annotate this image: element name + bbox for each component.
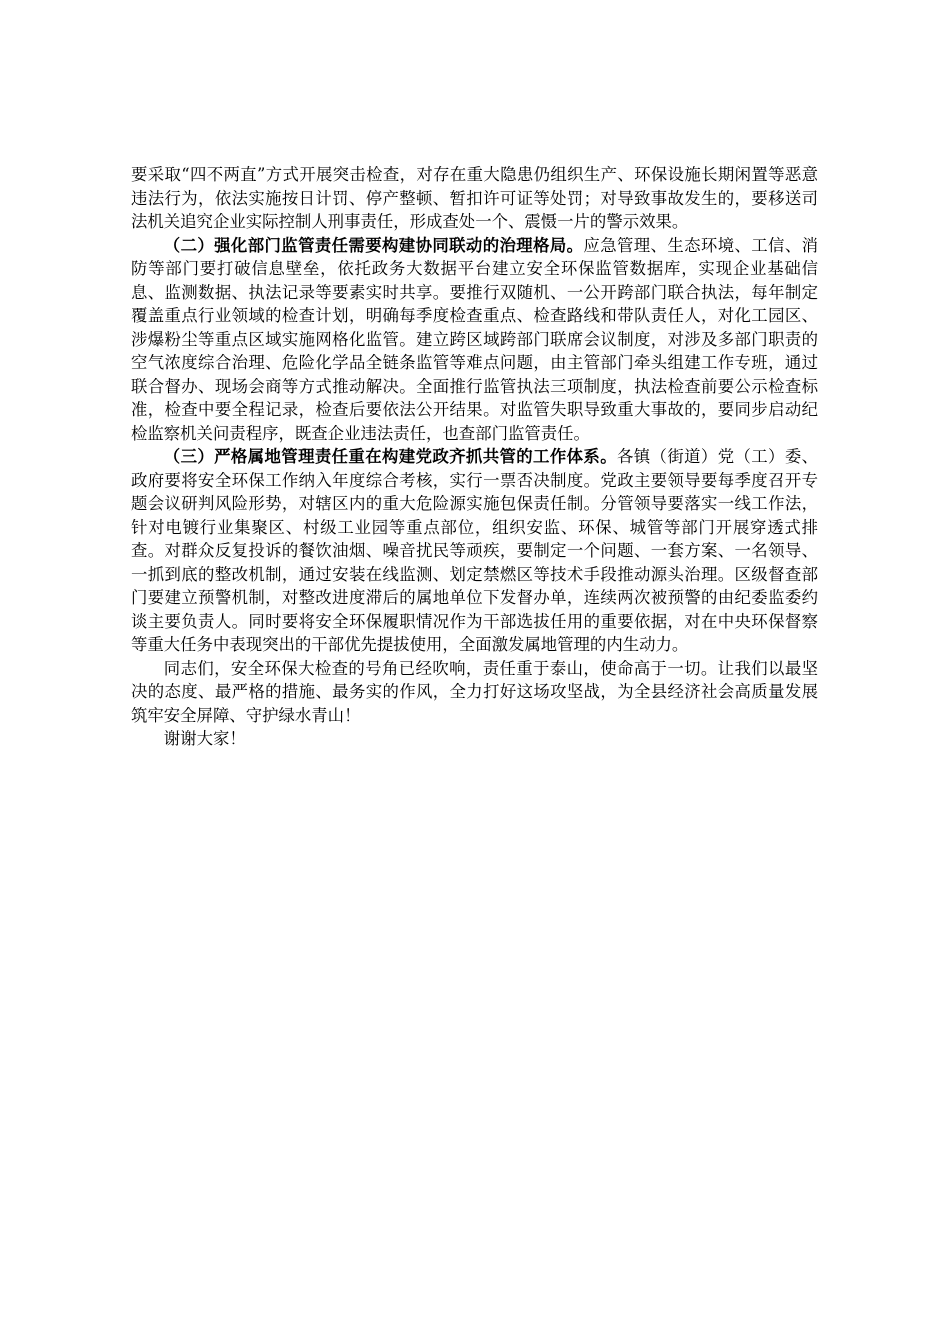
paragraph-heading: （三）严格属地管理责任重在构建党政齐抓共管的工作体系。	[163, 447, 617, 466]
paragraph-department-responsibility	[131, 234, 818, 446]
paragraph-continuation	[131, 163, 818, 234]
paragraph-thanks	[131, 727, 818, 751]
paragraph-text: 各镇（街道）党（工）委、政府要将安全环保工作纳入年度综合考核，实行一票否决制度。党政主要领导要每季度召开专题会议研判风险形势，对辖区内的重大危险源实施包保责任制。分管领导要落实一线工作法，针对电镀行业集聚区、村级工业园等重点部位，组织安监、环保、城管等部门开展穿透式排查。对群众反复投诉的餐饮油烟、噪音扰民等顽疾，要制定一个问题、一套方案、一名领导、一抓到底的整改机制，通过安装在线监测、划定禁燃区等技术手段推动源头治理。区级督查部门要建立预警机制，对整改进度滞后的属地单位下发督办单，连续两次被预警的由纪委监委约谈主要负责人。同时要将安全环保履职情况作为干部选拔任用的重要依据，对在中央环保督察等重大任务中表现突出的干部优先提拔使用，全面激发属地管理的内生动力。	[131, 447, 819, 654]
paragraph-text: 应急管理、生态环境、工信、消防等部门要打破信息壁垒，依托政务大数据平台建立安全环保监管数据库，实现企业基础信息、监测数据、执法记录等要素实时共享。要推行双随机、一公开跨部门联合执法，每年制定覆盖重点行业领域的检查计划，明确每季度检查重点、检查路线和带队责任人，对化工园区、涉爆粉尘等重点区域实施网格化监管。建立跨区域跨部门联席会议制度，对涉及多部门职责的空气浓度综合治理、危险化学品全链条监管等难点问题，由主管部门牵头组建工作专班，通过联合督办、现场会商等方式推动解决。全面推行监管执法三项制度，执法检查前要公示检查标准，检查中要全程记录，检查后要依法公开结果。对监管失职导致重大事故的，要同步启动纪检监察机关问责程序，既查企业违法责任，也查部门监管责任。	[131, 235, 819, 443]
paragraph-text: 同志们，安全环保大检查的号角已经吹响，责任重于泰山，使命高于一切。让我们以最坚决的态度、最严格的措施、最务实的作风，全力打好这场攻坚战，为全县经济社会高质量发展筑牢安全屏障、守护绿水青山！	[131, 658, 818, 725]
paragraph-text: 谢谢大家！	[163, 729, 246, 748]
paragraph-heading: （二）强化部门监管责任需要构建协同联动的治理格局。	[163, 235, 584, 255]
paragraph-text: 要采取“四不两直”方式开展突击检查，对存在重大隐患仍组织生产、环保设施长期闲置等恶意违法行为，依法实施按日计罚、停产整顿、暂扣许可证等处罚；对导致事故发生的，要移送司法机关追究企业实际控制人刑事责任，形成查处一个、震慑一片的警示效果。	[131, 165, 818, 231]
paragraph-territorial-responsibility	[131, 445, 818, 657]
document-body	[131, 163, 818, 751]
paragraph-closing-remarks	[131, 657, 818, 728]
